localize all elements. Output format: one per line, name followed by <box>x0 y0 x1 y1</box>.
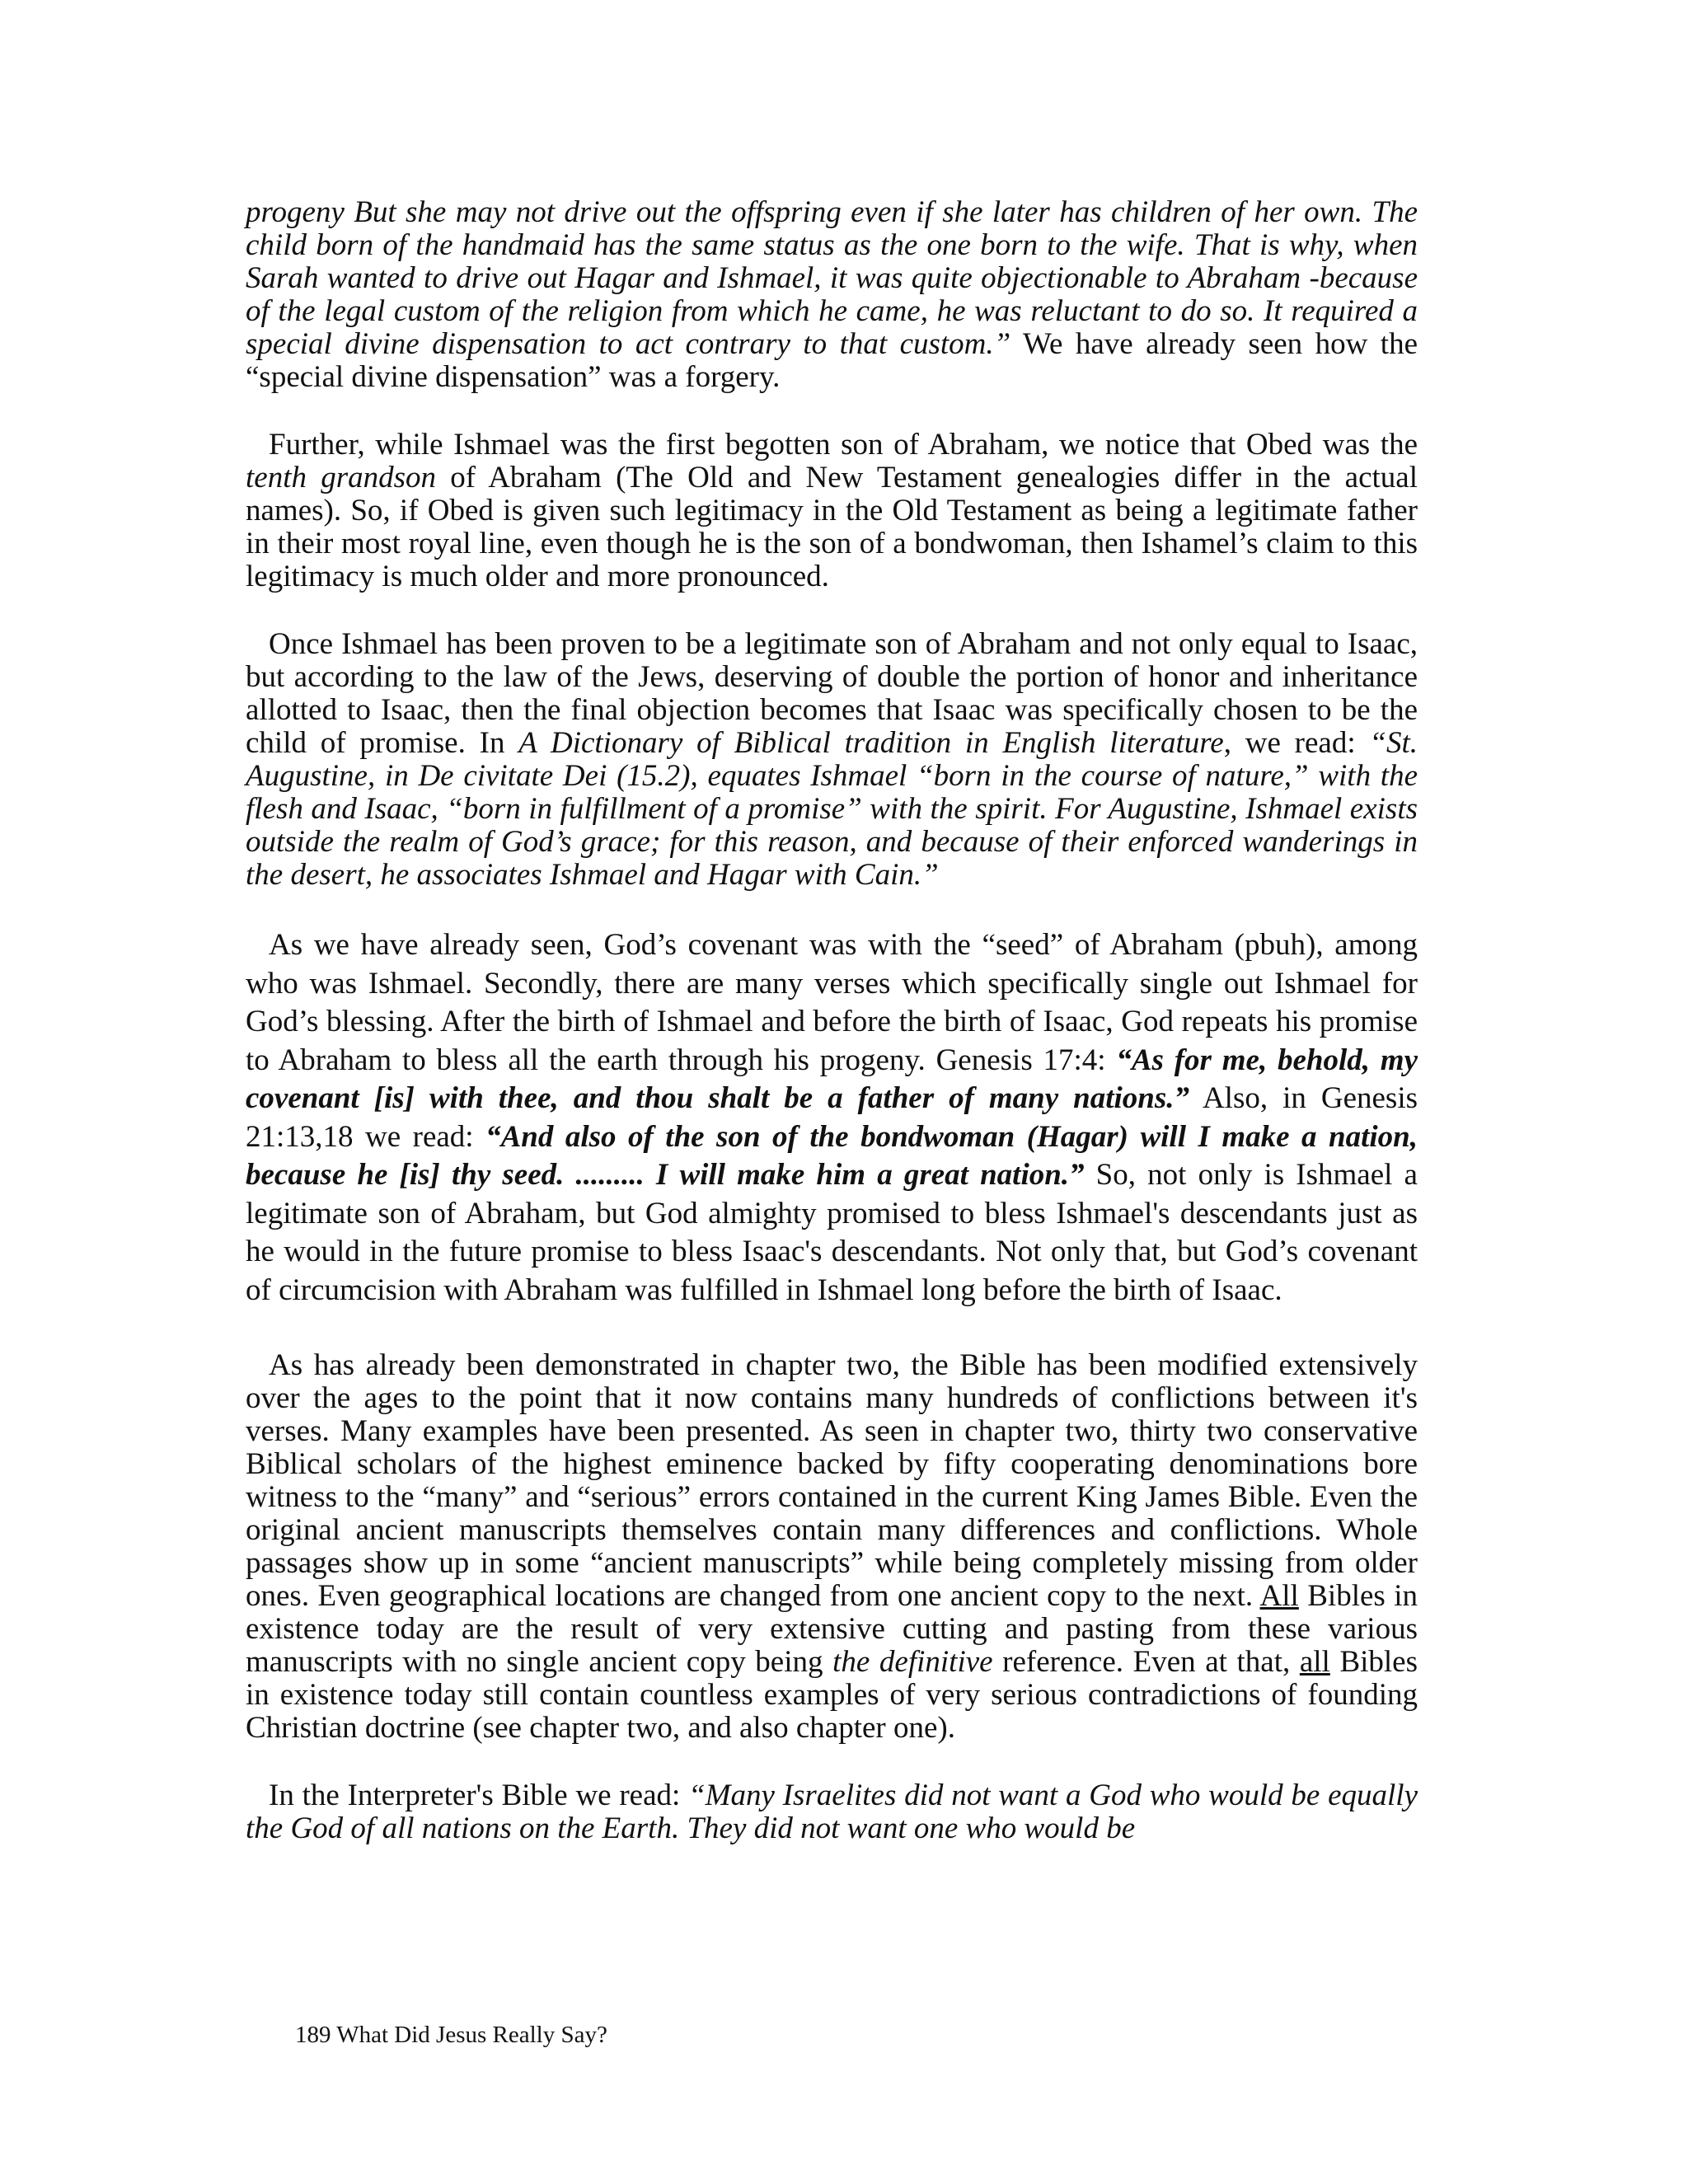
underlined-word: all <box>1299 1645 1330 1679</box>
text-run: Bibles in existence today still contain countless examples of very serious contradictions of founding Christian doctrine (see chapter two, and also chapter one). <box>246 1645 1418 1745</box>
book-title-reference: A Dictionary of Biblical tradition in English literature <box>518 726 1224 760</box>
paragraph-5 <box>246 1349 1418 1745</box>
paragraph-1 <box>246 196 1418 394</box>
text-run: Further, while Ishmael was the first begotten son of Abraham, we notice that Obed was the <box>269 428 1418 462</box>
text-run: So, not only is Ishmael a legitimate son of Abraham, but God almighty promised to bless Ishmael's descendants just as he would in the future promise to bless Isaac's descendants. Not only that, but God’s covenant of circumcision with Abraham was fulfilled in Ishmael long before the birth of Isaac. <box>246 1158 1418 1307</box>
text-run: of Abraham (The Old and New Testament genealogies differ in the actual names). So, if Obed is given such legitimacy in the Old Testament as being a legitimate father in their most royal line, even though he is the son of a bondwoman, then Ishamel’s claim to this legitimacy is much older and more pronounced. <box>246 461 1418 593</box>
underlined-word: All <box>1259 1579 1299 1613</box>
quote-continuation: progeny But she may not drive out the offspring even if she later has children of her own. The child born of the handmaid has the same status as the one born to the wife. That is why, when Sarah wanted to drive out Hagar and Ishmael, it was quite objectionable to Abraham -because of the legal custom of the religion from which he came, he was reluctant to do so. It required a special divine dispensation to act contrary to that custom.” <box>246 195 1418 361</box>
text-run: Bibles in existence today are the result of very extensive cutting and pasting from these various manuscripts with no single ancient copy being <box>246 1579 1418 1679</box>
text-run: , we read: <box>1223 726 1370 760</box>
quotation: “St. Augustine, in De civitate Dei (15.2), equates Ishmael “born in the course of nature,” with the flesh and Isaac, “born in fulfillment of a promise” with the spirit. For Augustine, Ishmael exists outside the realm of God’s grace; for this reason, and because of their enforced wanderings in the desert, he associates Ishmael and Hagar with Cain.” <box>246 726 1418 892</box>
paragraph-6 <box>246 1779 1418 1845</box>
paragraph-3 <box>246 628 1418 892</box>
page-number: 189 <box>295 2022 331 2048</box>
paragraph-4 <box>246 926 1418 1310</box>
paragraph-2 <box>246 429 1418 593</box>
scripture-quote: “And also of the son of the bondwoman (Hagar) will I make a nation, because he [is] thy seed. ......... I will make him a great nation.” <box>246 1119 1418 1192</box>
quotation: “Many Israelites did not want a God who would be equally the God of all nations on the Earth. They did not want one who would be <box>246 1779 1418 1845</box>
page-footer <box>295 2021 607 2049</box>
text-run: Once Ishmael has been proven to be a legitimate son of Abraham and not only equal to Isaac, but according to the law of the Jews, deserving of double the portion of honor and inheritance allotted to Isaac, then the final objection becomes that Isaac was specifically chosen to be the child of promise. In <box>246 627 1418 760</box>
emphasis: the definitive <box>832 1645 993 1679</box>
scripture-quote: “As for me, behold, my covenant [is] with thee, and thou shalt be a father of many nations.” <box>246 1043 1418 1115</box>
running-title: What Did Jesus Really Say? <box>336 2022 607 2048</box>
text-run: We have already seen how the “special divine dispensation” was a forgery. <box>246 327 1418 394</box>
body-text <box>246 196 1418 1845</box>
text-run: In the Interpreter's Bible we read: <box>269 1779 689 1812</box>
text-run: As we have already seen, God’s covenant was with the “seed” of Abraham (pbuh), among who was Ishmael. Secondly, there are many verses which specifically single out Ishmael for God’s blessing. After the birth of Ishmael and before the birth of Isaac, God repeats his promise to Abraham to bless all the earth through his progeny. Genesis 17:4: <box>246 928 1418 1077</box>
text-run: reference. Even at that, <box>992 1645 1300 1679</box>
text-run: Also, in Genesis 21:13,18 we read: <box>246 1081 1418 1154</box>
text-run: As has already been demonstrated in chapter two, the Bible has been modified extensively over the ages to the point that it now contains many hundreds of conflictions between it's verses. Many examples have been presented. As seen in chapter two, thirty two conservative Biblical scholars of the highest eminence backed by fifty cooperating denominations bore witness to the “many” and “serious” errors contained in the current King James Bible. Even the original ancient manuscripts themselves contain many differences and conflictions. Whole passages show up in some “ancient manuscripts” while being completely missing from older ones. Even geographical locations are changed from one ancient copy to the next. <box>246 1348 1418 1613</box>
emphasis: tenth grandson <box>246 461 436 494</box>
